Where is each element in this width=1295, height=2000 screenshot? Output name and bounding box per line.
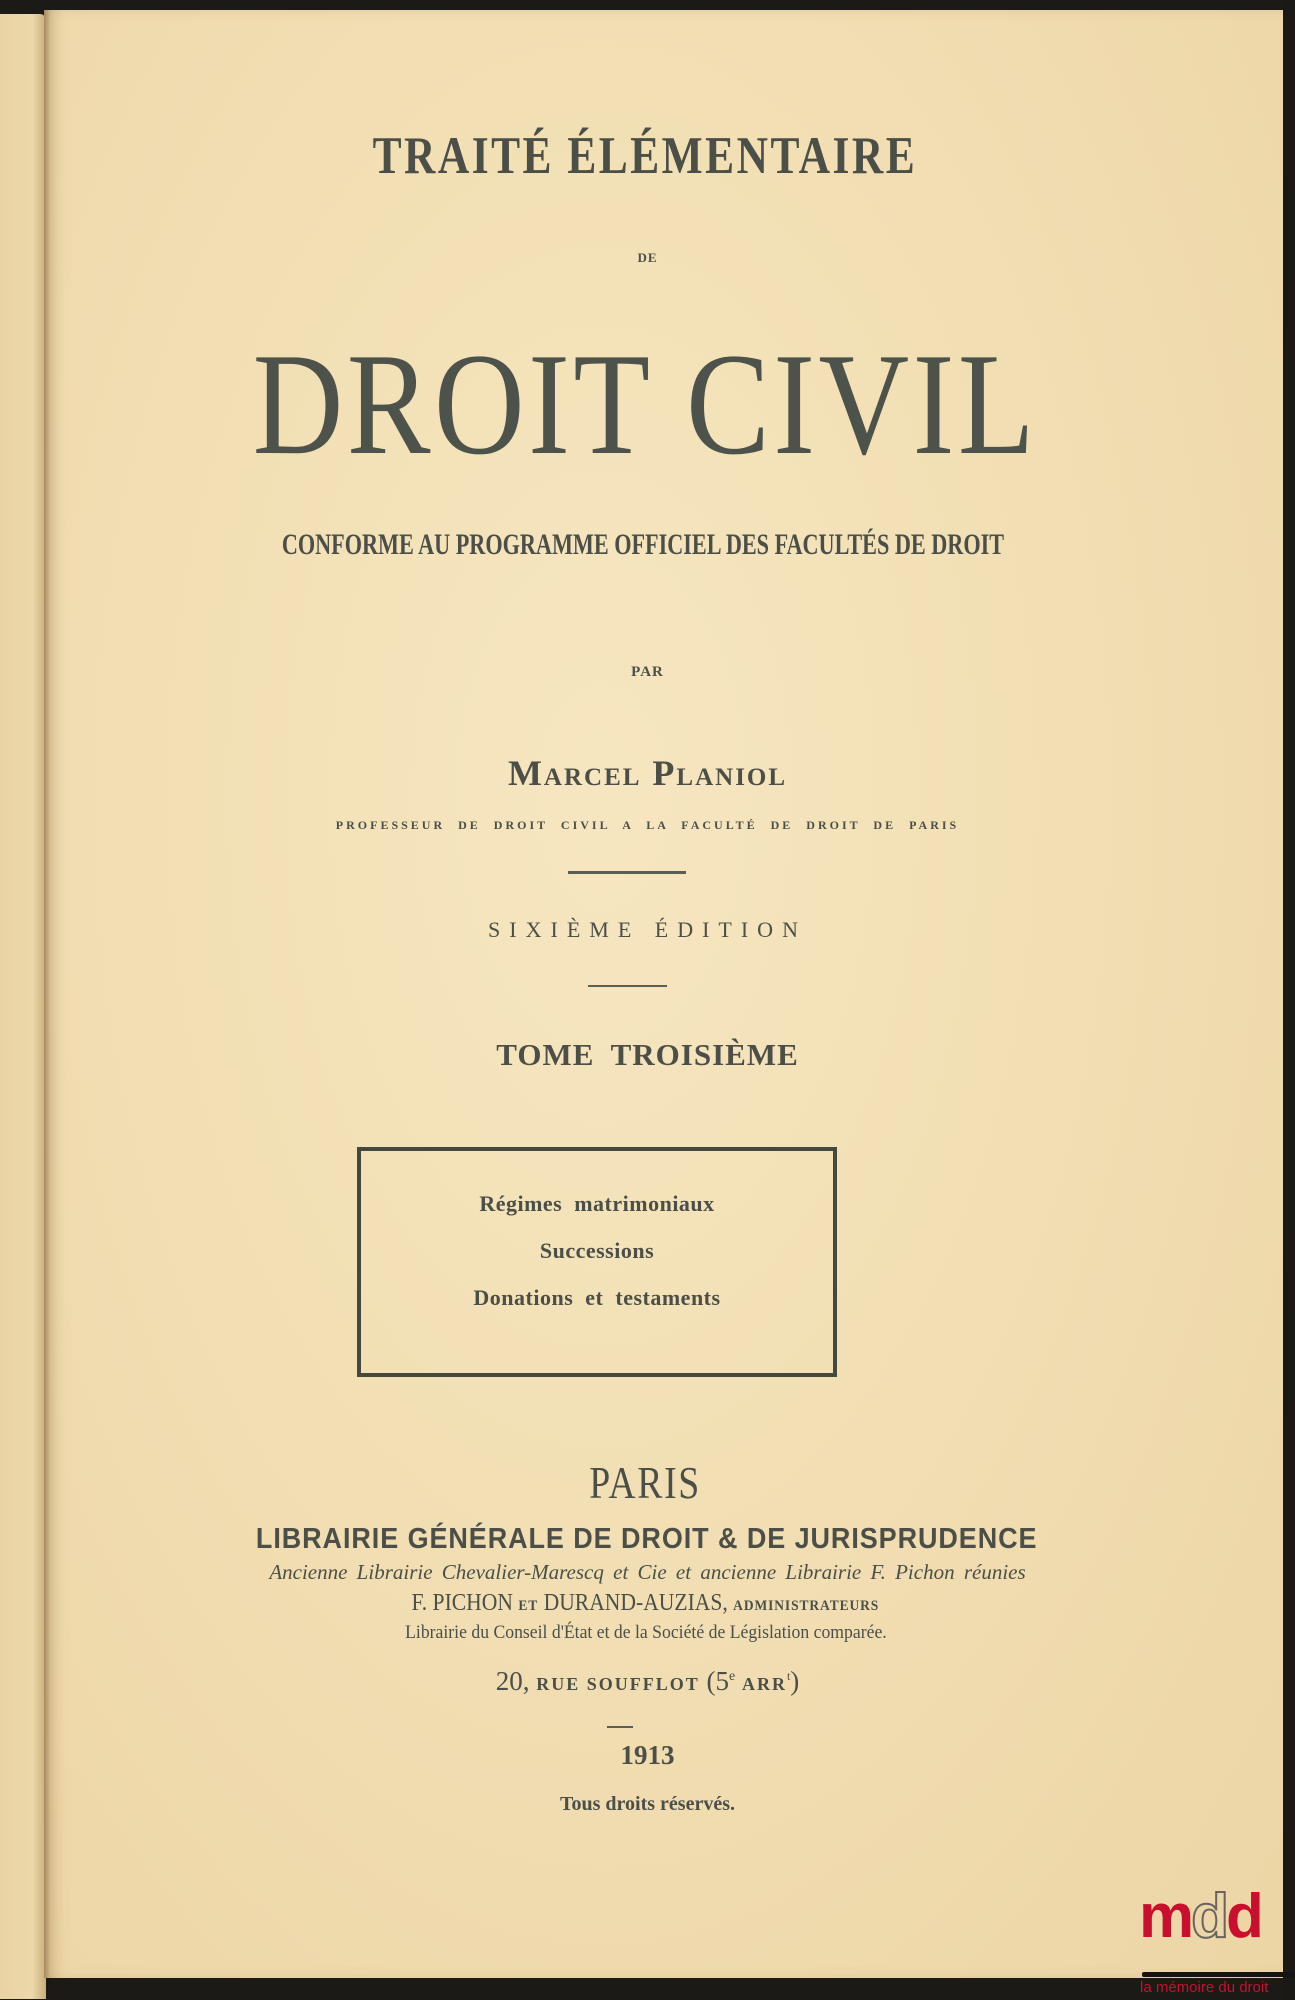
contents-item: Donations et testaments: [473, 1285, 721, 1310]
publication-year: 1913: [620, 1740, 675, 1770]
publisher-address: [0, 1666, 1295, 1697]
rights-notice: Tous droits réservés.: [560, 1793, 735, 1815]
contents-box: [357, 1147, 837, 1377]
page-right-shadow: [1283, 0, 1295, 2000]
by-label: PAR: [631, 664, 664, 680]
administrators: [63, 1590, 1229, 1617]
author-title: PROFESSEUR DE DROIT CIVIL A LA FACULTÉ DE DROIT DE PARIS: [335, 818, 960, 832]
separator-rule: [588, 985, 667, 987]
street-name: RUE SOUFFLOT: [536, 1674, 700, 1694]
administrator-name: F. PICHON: [411, 1590, 513, 1616]
edition: SIXIÈME ÉDITION: [488, 917, 807, 942]
street-number: 20,: [495, 1666, 530, 1696]
publisher-name: LIBRAIRIE GÉNÉRALE DE DROIT & DE JURISPRUDENCE: [255, 1523, 1038, 1555]
administrators-role: ADMINISTRATEURS: [733, 1598, 880, 1614]
mdd-logo-mark: mdd: [1139, 1882, 1261, 1951]
imprint-place: PARIS: [589, 1457, 701, 1508]
administrator-name: DURAND-AUZIAS,: [543, 1590, 728, 1616]
previous-page-edge: [0, 14, 46, 1999]
author-name: Marcel Planiol: [507, 753, 788, 793]
connector: ET: [518, 1598, 539, 1614]
publisher-affiliation: Librairie du Conseil d'État et de la Société de Législation comparée.: [405, 1622, 887, 1643]
separator-rule: [568, 871, 686, 874]
publisher-history: Ancienne Librairie Chevalier-Marescq et Cie et ancienne Librairie F. Pichon réunies: [269, 1560, 1026, 1584]
logo-tagline: la mémoire du droit: [1140, 1979, 1269, 1996]
title-connector: DE: [637, 250, 658, 265]
title-line-1: TRAITÉ ÉLÉMENTAIRE: [372, 127, 918, 185]
volume: TOME TROISIÈME: [496, 1037, 799, 1072]
mdd-watermark-logo: [1135, 1880, 1295, 2000]
main-title: DROIT CIVIL: [252, 323, 1038, 485]
contents-item: Successions: [539, 1238, 655, 1263]
logo-underline: [1142, 1972, 1295, 1977]
contents-item: Régimes matrimoniaux: [479, 1191, 715, 1216]
district: (5e ARR$^t$): [706, 1666, 800, 1696]
subtitle: CONFORME AU PROGRAMME OFFICIEL DES FACULTÉS DE DROIT: [281, 528, 1005, 561]
separator-rule: [607, 1726, 633, 1728]
